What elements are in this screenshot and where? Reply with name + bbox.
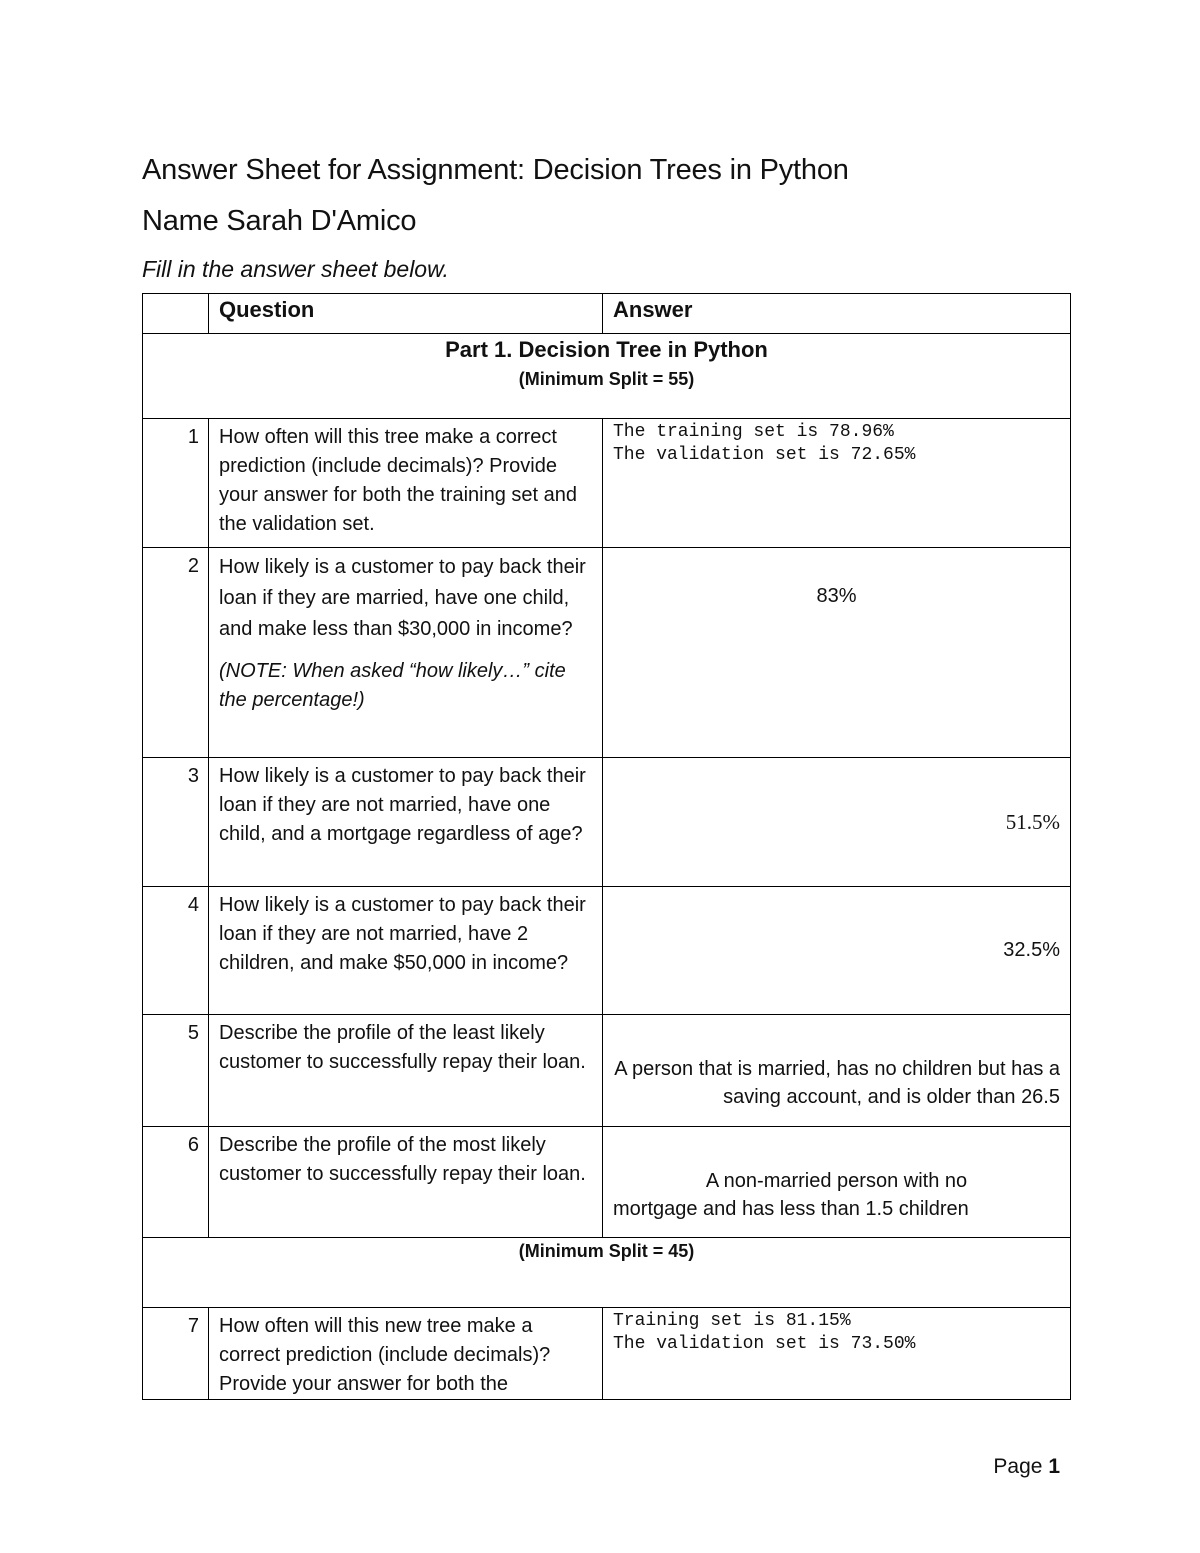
table-row — [143, 758, 1071, 887]
student-name: Name Sarah D'Amico — [142, 205, 417, 237]
answer-table — [142, 293, 1071, 1400]
header-answer: Answer — [603, 294, 1071, 334]
table-header-row — [143, 294, 1071, 334]
header-number-cell — [143, 294, 209, 334]
table-row — [143, 1127, 1071, 1238]
table-row — [143, 1308, 1071, 1400]
row-number: 4 — [143, 887, 209, 1015]
part1-title: Part 1. Decision Tree in Python — [445, 337, 768, 362]
answer-line: The validation set is 72.65% — [613, 445, 916, 466]
answer-line: Training set is 81.15% — [613, 1311, 851, 1331]
answer-text: 32.5% — [603, 887, 1071, 1015]
row-number: 6 — [143, 1127, 209, 1238]
table-row — [143, 419, 1071, 548]
part2-min-split: (Minimum Split = 45) — [518, 1241, 695, 1261]
question-note: (NOTE: When asked “how likely…” cite the percentage!) — [219, 660, 566, 711]
question-text: How likely is a customer to pay back their loan if they are married, have one child, and make less than $30,000 in income? — [219, 556, 586, 640]
answer-line: mortgage and has less than 1.5 children — [613, 1198, 969, 1220]
row-number: 1 — [143, 419, 209, 548]
part1-min-split: (Minimum Split = 55) — [518, 368, 695, 389]
row-number: 5 — [143, 1015, 209, 1127]
row-number: 7 — [143, 1308, 209, 1400]
answer-text: 83% — [603, 548, 1071, 758]
page-footer — [993, 1455, 1060, 1479]
question-text: How often will this tree make a correct prediction (include decimals)? Provide your answer for both the training set and the validation set. — [209, 419, 603, 548]
page-number: 1 — [1048, 1455, 1060, 1478]
instructions: Fill in the answer sheet below. — [142, 256, 449, 282]
question-text: How often will this new tree make a correct prediction (include decimals)? Provide your answer for both the — [209, 1308, 603, 1400]
question-text: Describe the profile of the least likely customer to successfully repay their loan. — [209, 1015, 603, 1127]
question-text: Describe the profile of the most likely customer to successfully repay their loan. — [209, 1127, 603, 1238]
table-row — [143, 548, 1071, 758]
page-label: Page — [993, 1455, 1043, 1478]
row-number: 2 — [143, 548, 209, 758]
section-part2 — [143, 1238, 1071, 1308]
section-part1 — [143, 334, 1071, 419]
table-row — [143, 887, 1071, 1015]
header-question: Question — [209, 294, 603, 334]
answer-text: 51.5% — [603, 758, 1071, 887]
row-number: 3 — [143, 758, 209, 887]
answer-line: A non-married person with no — [705, 1170, 968, 1192]
question-text: How likely is a customer to pay back their loan if they are not married, have one child, and a mortgage regardless of age? — [209, 758, 603, 887]
document-title: Answer Sheet for Assignment: Decision Trees in Python — [142, 154, 849, 186]
answer-line: The validation set is 73.50% — [613, 1334, 916, 1355]
question-text: How likely is a customer to pay back their loan if they are not married, have 2 children, and make $50,000 in income? — [209, 887, 603, 1015]
answer-text: A person that is married, has no children but has a saving account, and is older than 26.5 — [603, 1015, 1071, 1127]
table-row — [143, 1015, 1071, 1127]
answer-line: The training set is 78.96% — [613, 422, 894, 442]
